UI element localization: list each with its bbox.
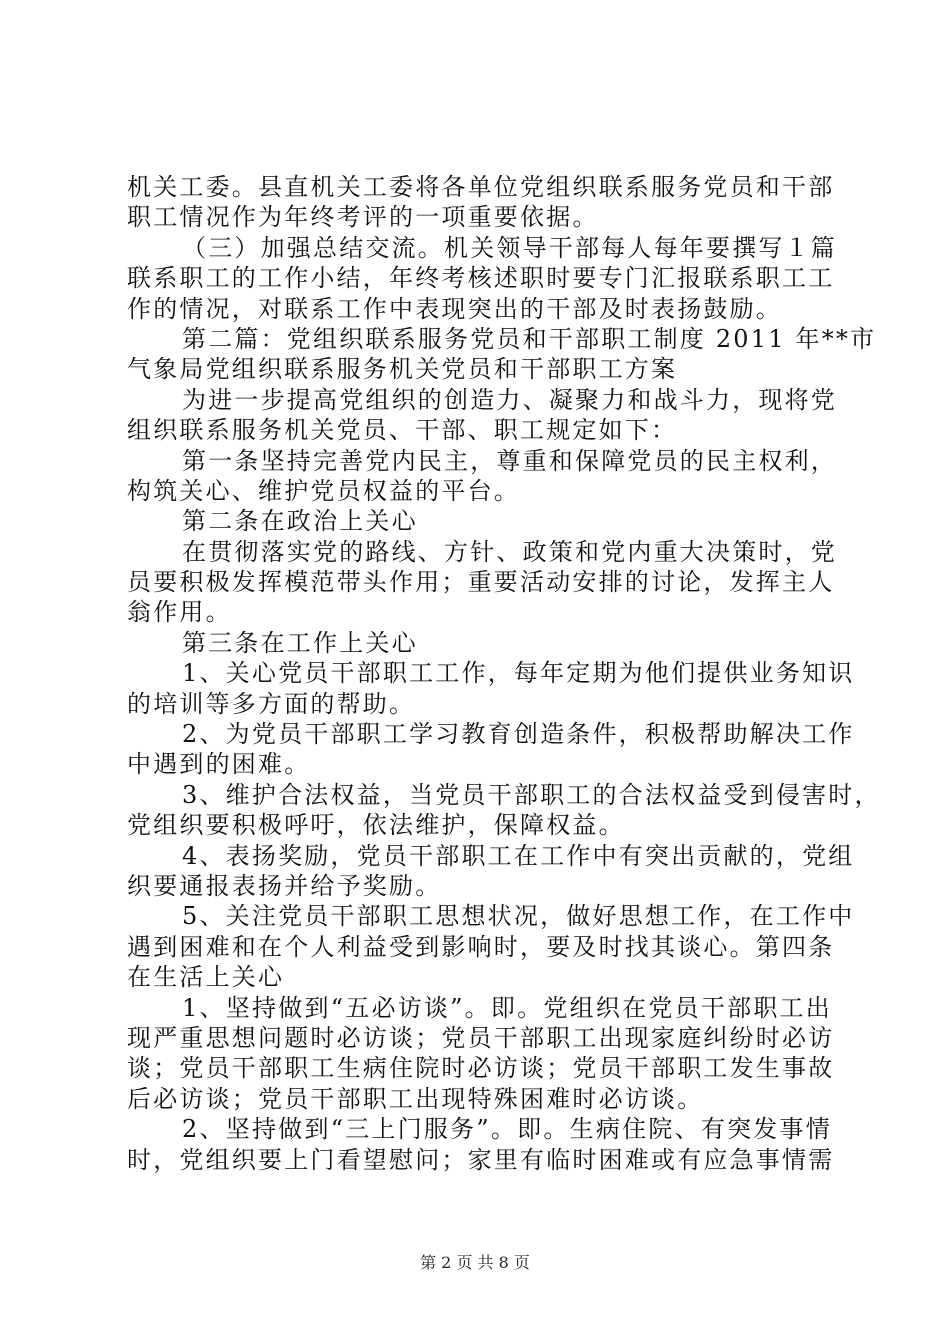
page-footer: 第 2 页 共 8 页	[420, 1253, 530, 1272]
text-line: 作的情况，对联系工作中表现突出的干部及时表扬鼓励。	[127, 294, 782, 323]
text-line: 遇到困难和在个人利益受到影响时，要及时找其谈心。第四条	[127, 932, 835, 961]
text-line: 3、维护合法权益，当党员干部职工的合法权益受到侵害时，	[182, 780, 881, 809]
text-line: 2、为党员干部职工学习教育创造条件，积极帮助解决工作	[182, 720, 855, 749]
text-line: 1、坚持做到“五必访谈”。即。党组织在党员干部职工出	[182, 993, 832, 1022]
text-line: 第一条坚持完善党内民主，尊重和保障党员的民主权利，	[182, 446, 837, 475]
text-line: 第三条在工作上关心	[182, 628, 418, 657]
text-line: 谈；党员干部职工生病住院时必访谈；党员干部职工发生事故	[127, 1054, 835, 1083]
text-line: 在贯彻落实党的路线、方针、政策和党内重大决策时，党	[182, 537, 837, 566]
text-line: 第二篇：党组织联系服务党员和干部职工制度 2011 年**市	[182, 324, 877, 353]
text-line: 的培训等多方面的帮助。	[127, 689, 416, 718]
text-line: 机关工委。县直机关工委将各单位党组织联系服务党员和干部	[127, 173, 835, 201]
text-line: 后必访谈；党员干部职工出现特殊困难时必访谈。	[127, 1084, 704, 1113]
text-line: 气象局党组织联系服务机关党员和干部职工方案	[127, 355, 678, 384]
text-line: 员要积极发挥模范带头作用；重要活动安排的讨论，发挥主人	[127, 568, 835, 597]
text-line: 1、关心党员干部职工工作，每年定期为他们提供业务知识	[182, 659, 855, 688]
text-line: 第二条在政治上关心	[182, 507, 418, 536]
text-line: 组织联系服务机关党员、干部、职工规定如下：	[127, 416, 678, 445]
text-line: 2、坚持做到“三上门服务”。即。生病住院、有突发事情	[182, 1115, 832, 1144]
text-line: （三）加强总结交流。机关领导干部每人每年要撰写１篇	[182, 233, 837, 262]
text-line: 4、表扬奖励，党员干部职工在工作中有突出贡献的，党组	[182, 841, 855, 870]
text-line: 现严重思想问题时必访谈；党员干部职工出现家庭纠纷时必访	[127, 1023, 835, 1052]
text-line: 时，党组织要上门看望慰问；家里有临时困难或有应急事情需	[127, 1145, 835, 1174]
text-line: 构筑关心、维护党员权益的平台。	[127, 476, 520, 505]
text-line: 5、关注党员干部职工思想状况，做好思想工作，在工作中	[182, 902, 855, 931]
text-line: 织要通报表扬并给予奖励。	[127, 871, 442, 900]
text-line: 为进一步提高党组织的创造力、凝聚力和战斗力，现将党	[182, 385, 837, 414]
text-line: 党组织要积极呼吁，依法维护，保障权益。	[127, 811, 625, 840]
text-line: 在生活上关心	[127, 963, 285, 992]
text-line: 联系职工的工作小结，年终考核述职时要专门汇报联系职工工	[127, 264, 835, 293]
text-line: 中遇到的困难。	[127, 750, 311, 779]
text-line: 职工情况作为年终考评的一项重要依据。	[127, 203, 599, 232]
text-line: 翁作用。	[127, 598, 232, 627]
document-body	[127, 172, 881, 1175]
